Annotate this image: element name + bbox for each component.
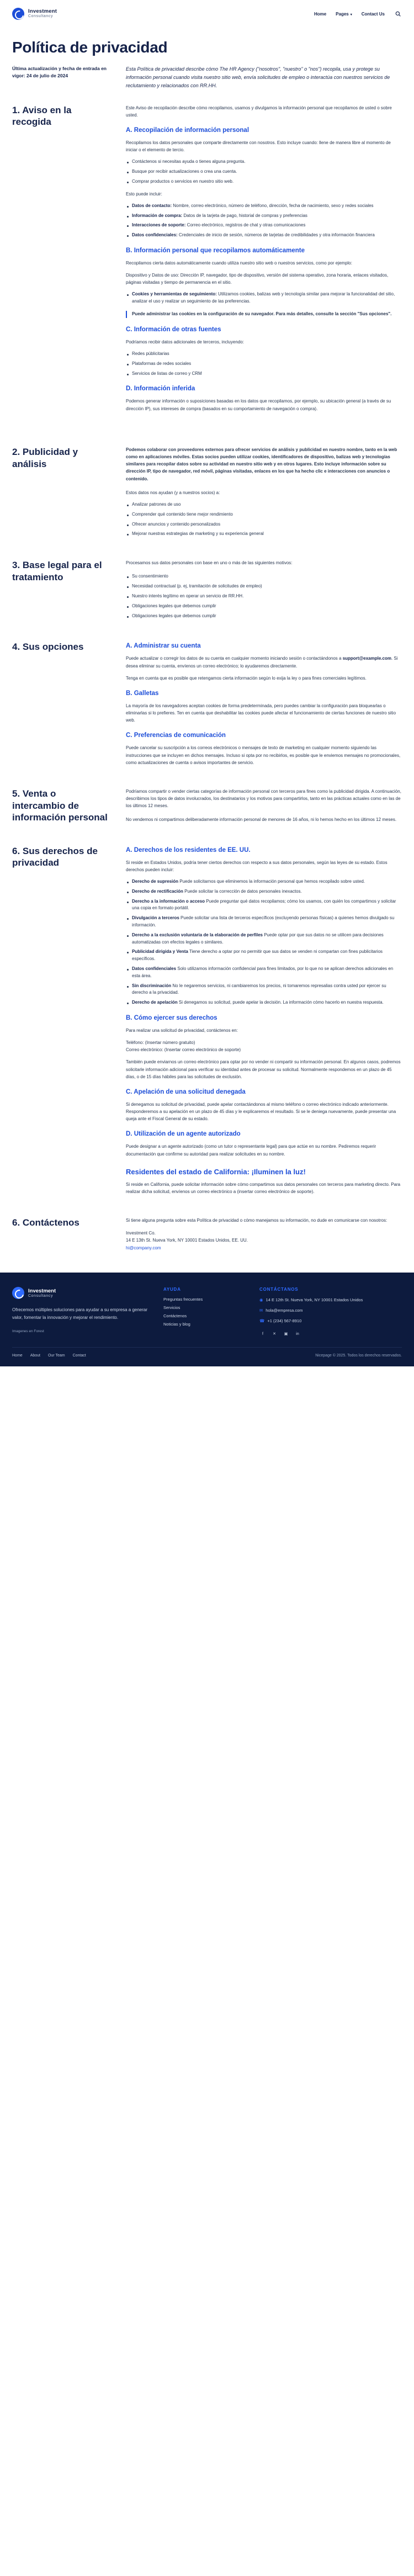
list-item: Necesidad contractual (p. ej, tramitación de solicitudes de empleo) bbox=[126, 583, 402, 590]
footer-contact-heading: CONTÁCTANOS bbox=[259, 1287, 299, 1292]
bullet-list bbox=[126, 203, 402, 239]
section-lead: Podríamos compartir o vender ciertas categorías de información personal con terceros para fines como la publicidad dirigida. A continuación, describimos los tipos de datos involucrados, los destinatarios y los motivos para compartirlos, tanto en las prácticas actuales como en las de los últimos 12 meses. bbox=[126, 788, 401, 809]
main-nav bbox=[314, 10, 402, 18]
subsection-heading: C. Preferencias de comunicación bbox=[126, 732, 226, 739]
footer-badge: Imagenes en Forest bbox=[12, 1329, 44, 1333]
paragraph: Para realizar una solicitud de privacidad, contáctenos en: bbox=[126, 1027, 238, 1033]
section-heading: 5. Venta o intercambio de información personal bbox=[12, 788, 108, 823]
california-heading: Residentes del estado de California: ¡Iluminen la luz! bbox=[126, 1167, 306, 1176]
paragraph: Si denegamos su solicitud de privacidad, puede apelar contactándonos al mismo teléfono o correo electrónico indicado anteriormente. Responderemos a su apelación en un plazo de 45 días y le explicaremos el resultado. Si se le deniega nuevamente, puede presentar una queja ante el Fiscal General de su estado. bbox=[126, 1101, 396, 1122]
contact-address-line: Investment Co. bbox=[126, 1230, 156, 1236]
bullet-list bbox=[126, 351, 402, 377]
section-heading: 1. Aviso en la recogida bbox=[12, 104, 72, 128]
section-body bbox=[126, 641, 402, 771]
subsection-heading: A. Recopilación de información personal bbox=[126, 126, 250, 134]
footer-help-links bbox=[163, 1297, 246, 1327]
instagram-icon[interactable]: ▣ bbox=[284, 1332, 288, 1337]
section-lead: Podemos colaborar con proveedores externos para ofrecer servicios de análisis y publicidad en nuestro nombre, tanto en la web como en aplicaciones móviles. Estas socios pueden utilizar cookies, identificadores de dispositivo, balizas web y tecnologías similares para recopilar datos sobre su actividad en nuestro sitio web y en otros lugares. Esto incluye información sobre su dirección IP, tipo de navegador, red móvil, páginas visitadas, enlaces en los que ha hecho clic e interacciones con anuncios o contenido. bbox=[126, 447, 397, 481]
list-item: Derecho de supresión Puede solicitarnos que eliminemos la información personal que hemos recopilado sobre usted. bbox=[126, 878, 402, 886]
footer-help-column bbox=[163, 1287, 246, 1337]
paragraph: Recopilamos cierta datos automáticamente cuando utiliza nuestro sitio web o nuestros servicios, como por ejemplo: bbox=[126, 260, 352, 266]
section-body bbox=[126, 845, 402, 1201]
list-item: Datos confidenciales Solo utilizamos información confidencial para fines limitados, por lo que no se aplican derechos adicionales en esta área. bbox=[126, 966, 402, 980]
footer-contact-text: hola@empresa.com bbox=[266, 1307, 303, 1313]
footer-nav-link[interactable]: Contact bbox=[72, 1354, 86, 1358]
paragraph: También puede enviarnos un correo electrónico para optar por no vender ni compartir su información personal. En algunos casos, podremos solicitarle información adicional para verificar su identidad antes de procesar su solicitud. Normalmente respondemos en un plazo de 45 días, o de 15 días hábiles para las solicitudes de exclusión. bbox=[126, 1059, 401, 1079]
section-body bbox=[126, 446, 402, 543]
paragraph: Recopilamos los datos personales que comparte directamente con nosotros. Esto incluye cuando: llene de manera libre al momento de iniciar o el elemento de tercio. bbox=[126, 140, 391, 153]
section-heading: 4. Sus opciones bbox=[12, 642, 84, 653]
subsection-heading: A. Administrar su cuenta bbox=[126, 643, 201, 650]
paragraph: Esto puede incluir: bbox=[126, 191, 162, 197]
subsection-heading: A. Derechos de los residentes de EE. UU. bbox=[126, 846, 251, 854]
list-item: Ofrecer anuncios y contenido personalizados bbox=[126, 521, 402, 528]
footer-copyright: Nicepage © 2025. Todos los derechos reservados. bbox=[315, 1354, 402, 1358]
policy-section bbox=[0, 446, 414, 559]
section-heading: 3. Base legal para el tratamiento bbox=[12, 560, 102, 582]
list-item: Derecho a la información o acceso Puede preguntar qué datos recopilamos; cómo los usamos, con quién los compartimos y solicitar una copia en formato portátil. bbox=[126, 898, 402, 913]
paragraph: Teléfono: (Insertar número gratuito) Correo electrónico: (Insertar correo electrónico de soporte) bbox=[126, 1040, 241, 1053]
policy-section bbox=[0, 559, 414, 641]
list-item: Datos confidenciales: Credenciales de inicio de sesión, números de tarjetas de credibilidades y otra información financiera bbox=[126, 232, 402, 239]
subsection-heading: C. Apelación de una solicitud denegada bbox=[126, 1088, 246, 1095]
list-item: Redes públicitarias bbox=[126, 351, 402, 358]
footer-brand-name: Investment bbox=[28, 1287, 56, 1294]
policy-section bbox=[0, 641, 414, 788]
paragraph: Dispositivo y Datos de uso: Dirección IP, navegador, tipo de dispositivo, versión del sistema operativo, zona horaria, enlaces visitados, páginas visitadas y tiempo de permanencia en el sitio. bbox=[126, 273, 389, 285]
bullet-list bbox=[126, 501, 402, 538]
nav-item-pages[interactable]: Pages ▾ bbox=[336, 12, 352, 17]
bullet-list bbox=[126, 573, 402, 619]
paragraph: Puede designar a un agente autorizado (como un tutor o representante legal) para que actúe en su nombre. Pediremos requerir documentación que confirme su autoridad para realizar solicitudes en su nombre. bbox=[126, 1144, 376, 1157]
logo-icon bbox=[12, 8, 24, 20]
footer-nav-link[interactable]: Home bbox=[12, 1354, 23, 1358]
paragraph: La mayoría de los navegadores aceptan cookies de forma predeterminada, pero puedes cambiar la configuración para bloquearlas o eliminarlas si lo prefieres. Ten en cuenta que deshabilitar las cookies puede afectar el funcionamiento de ciertas funciones de nuestro sitio web. bbox=[126, 703, 396, 723]
subsection-heading: B. Cómo ejercer sus derechos bbox=[126, 1014, 217, 1021]
paragraph: Si tiene alguna pregunta sobre esta Política de privacidad o cómo manejamos su información, no dude en comunicarse con nosotros: bbox=[126, 1218, 388, 1223]
policy-section bbox=[0, 788, 414, 845]
policy-section bbox=[0, 1217, 414, 1268]
bullet-list bbox=[126, 878, 402, 1006]
list-item: Información de compra: Datos de la tarjeta de pago, historial de compras y preferencias bbox=[126, 213, 402, 220]
twitter-icon[interactable]: ✕ bbox=[273, 1332, 276, 1337]
list-item: Sin discriminación No le negaremos servicios, ni cambiaremos los precios, ni tomaremos represalias contra usted por ejercer su derecho a la privacidad. bbox=[126, 983, 402, 997]
paragraph: No vendemos ni compartimos deliberadamente información personal de menores de 16 años, ni lo hemos hecho en los últimos 12 meses. bbox=[126, 817, 397, 823]
list-item: Publicidad dirigida y Venta Tiene derecho a optar por no permitir que sus datos se venden ni compartan con fines publicitarios específicos. bbox=[126, 948, 402, 963]
section-heading: 6. Sus derechos de privacidad bbox=[12, 845, 98, 868]
list-item: Obligaciones legales que debemos cumplir bbox=[126, 603, 402, 610]
list-item: Derecho de rectificación Puede solicitar la corrección de datos personales inexactos. bbox=[126, 888, 402, 895]
brand-logo[interactable] bbox=[12, 8, 57, 20]
section-body bbox=[126, 104, 402, 430]
paragraph: Podríamos recibir datos adicionales de terceros, incluyendo: bbox=[126, 339, 244, 344]
facebook-icon[interactable]: f bbox=[262, 1332, 263, 1336]
list-item: Divulgación a terceros Puede solicitar una lista de terceros específicos (excluyendo personas físicas) a quienes hemos divulgado su información. bbox=[126, 915, 402, 929]
footer-link[interactable]: Preguntas frecuentes bbox=[163, 1297, 203, 1302]
brand-subtitle: Consultancy bbox=[28, 14, 54, 19]
list-item: Nuestro interés legítimo en operar un servicio de RR.HH. bbox=[126, 593, 402, 600]
list-item: Busque por recibir actualizaciones o crea una cuenta. bbox=[126, 168, 402, 176]
list-item: Interacciones de soporte: Correo electrónico, registros de chat y otras comunicaciones bbox=[126, 222, 402, 229]
footer-bottom bbox=[12, 1347, 402, 1358]
footer-link[interactable]: Servicios bbox=[163, 1305, 181, 1311]
location-icon: ◉ bbox=[259, 1297, 263, 1303]
section-heading: 2. Publicidad y análisis bbox=[12, 446, 78, 469]
footer-bottom-links bbox=[12, 1354, 86, 1358]
phone-icon: ☎ bbox=[259, 1318, 265, 1323]
footer-nav-link[interactable]: About bbox=[30, 1354, 40, 1358]
section-lead: Procesamos sus datos personales con base en uno o más de las siguientes motivos: bbox=[126, 560, 293, 566]
subsection-heading: D. Información inferida bbox=[126, 385, 195, 393]
footer-link[interactable]: Contáctenos bbox=[163, 1313, 187, 1319]
footer-contact-text: +1 (234) 567-8910 bbox=[267, 1318, 302, 1323]
footer-brand-column bbox=[12, 1287, 150, 1337]
section-body bbox=[126, 1217, 402, 1252]
section-lead: Este Aviso de recopilación describe cómo recopilamos, usamos y divulgamos la información personal que recopilamos de usted o sobre usted. bbox=[126, 105, 392, 118]
contact-details bbox=[126, 1229, 402, 1252]
mail-icon: ✉ bbox=[259, 1307, 263, 1313]
intro-section bbox=[0, 62, 414, 104]
footer-link[interactable]: Noticias y blog bbox=[163, 1322, 190, 1327]
policy-sections bbox=[0, 104, 414, 1269]
list-item: Servicios de listas de correo y CRM bbox=[126, 370, 402, 378]
list-item: Cookies y herramientas de seguimiento: Utilizamos cookies, balizas web y tecnología similar para mejorar la funcionalidad del sitio, analizar el uso y realizar un seguimiento de las preferencias. bbox=[126, 291, 402, 305]
nav-item-home[interactable]: Home bbox=[314, 11, 327, 17]
search-icon[interactable] bbox=[394, 10, 402, 18]
list-item: Datos de contacto: Nombre, correo electrónico, número de teléfono, dirección, fecha de nacimiento, sexo y redes sociales bbox=[126, 203, 402, 210]
paragraph: Tenga en cuenta que es posible que retengamos cierta información según lo exija la ley o para fines comerciales legítimos. bbox=[126, 675, 367, 681]
site-footer bbox=[0, 1273, 414, 1366]
paragraph: Si reside en Estados Unidos, podría tener ciertos derechos con respecto a sus datos personales, según las leyes de su estado. Estos derechos pueden incluir: bbox=[126, 860, 388, 872]
list-item: Analizar patrones de uso bbox=[126, 501, 402, 508]
page-title: Política de privacidad bbox=[12, 39, 168, 56]
footer-contact-text: 14 E 12th St. Nueva York, NY 10001 Estados Unidos bbox=[266, 1297, 363, 1303]
list-item: Derecho de apelación Si denegamos su solicitud, puede apelar la decisión. La información cómo hacerlo en nuestra respuesta. bbox=[126, 999, 402, 1006]
paragraph: Puede cancelar su suscripción a los correos electrónicos o mensajes de texto de marketing en cualquier momento siguiendo las instrucciones que se incluyen en dichos mensajes. Incluso si opta por no recibirlos, es posible que le enviemos mensajes no promocionales, como actualizaciones de cuenta o avisos importantes de servicio. bbox=[126, 745, 401, 765]
section-heading: 6. Contáctenos bbox=[12, 1217, 79, 1228]
list-item: Mejorar nuestras estrategias de marketing y su experiencia general bbox=[126, 531, 402, 538]
list-item: Plataformas de redes sociales bbox=[126, 361, 402, 368]
footer-tagline: Ofrecemos múltiples soluciones para ayudar a su empresa a generar valor, fomentar la innovación y mejorar el rendimiento. bbox=[12, 1307, 148, 1320]
linkedin-icon[interactable]: in bbox=[296, 1332, 299, 1336]
intro-paragraph: Esta Política de privacidad describe cómo The HR Agency ("nosotros", "nuestro" o "nos") recopila, usa y protege su información personal cuando visita nuestro sitio web, envía solicitudes de empleo o interactúa con nuestros servicios de reclutamiento y relacionados con RR.HH. bbox=[126, 66, 390, 88]
policy-section bbox=[0, 104, 414, 446]
subsection-heading: C. Información de otras fuentes bbox=[126, 326, 221, 333]
logo-icon bbox=[12, 1287, 24, 1299]
paragraph: Estos datos nos ayudan (y a nuestros socios) a: bbox=[126, 490, 220, 495]
contact-email[interactable]: hi@company.com bbox=[126, 1245, 161, 1250]
footer-contact-line[interactable] bbox=[259, 1297, 402, 1303]
paragraph bbox=[126, 417, 402, 425]
brand-name: Investment bbox=[28, 8, 57, 15]
footer-contact-column bbox=[259, 1287, 402, 1337]
paragraph: Si reside en California, puede solicitar información sobre cómo compartimos sus datos personales con terceros para marketing directo. Para realizar dicha solicitud, envíenos un correo electrónico a (insertar correo electrónico de soporte). bbox=[126, 1182, 401, 1195]
subsection-heading: B. Información personal que recopilamos automáticamente bbox=[126, 247, 305, 254]
subsection-heading: D. Utilización de un agente autorizado bbox=[126, 1131, 241, 1138]
callout-note: Puede administrar las cookies en la configuración de su navegador. Para más detalles, consulte la sección "Sus opciones". bbox=[126, 311, 402, 318]
footer-brand-subtitle: Consultancy bbox=[28, 1294, 54, 1298]
policy-section bbox=[0, 845, 414, 1217]
last-updated-label: Última actualización y fecha de entrada en vigor: 24 de julio de 2024 bbox=[12, 66, 107, 78]
subsection-heading: B. Galletas bbox=[126, 690, 159, 697]
list-item: Derecho a la exclusión voluntaria de la elaboración de perfiles Puede optar por que sus datos no se utilicen para decisiones automatizadas con efectos legales o similares. bbox=[126, 932, 402, 946]
footer-logo[interactable] bbox=[12, 1287, 150, 1299]
section-body bbox=[126, 788, 402, 829]
list-item: Contáctenos si necesitas ayuda o tienes alguna pregunta. bbox=[126, 158, 402, 166]
footer-contact-line[interactable] bbox=[259, 1307, 402, 1314]
nav-item-contact-us[interactable]: Contact Us bbox=[361, 11, 385, 17]
footer-help-heading: AYUDA bbox=[163, 1287, 181, 1292]
list-item: Comprender qué contenido tiene mejor rendimiento bbox=[126, 511, 402, 518]
footer-contact-line[interactable] bbox=[259, 1318, 402, 1324]
list-item: Obligaciones legales que debemos cumplir bbox=[126, 613, 402, 620]
list-item: Comprar productos o servicios en nuestro sitio web. bbox=[126, 178, 402, 185]
bullet-list bbox=[126, 291, 402, 305]
paragraph: Puede actualizar o corregir los datos de su cuenta en cualquier momento iniciando sesión o contactándonos a support@example.com. Si desea eliminar su cuenta, envíenos un correo electrónico; lo ayudaremos directamente. bbox=[126, 656, 398, 669]
paragraph: Podemos generar información o suposiciones basadas en los datos que recopilamos, por ejemplo, su ubicación general (a través de su dirección IP), sus intereses de compra (basados en su comportamiento de navegación o compra). bbox=[126, 399, 391, 411]
contact-address-line: 14 E 13th St. Nueva York, NY 10001 Estados Unidos, EE. UU. bbox=[126, 1238, 248, 1243]
list-item: Su consentimiento bbox=[126, 573, 402, 580]
footer-nav-link[interactable]: Our Team bbox=[47, 1354, 65, 1358]
section-body bbox=[126, 559, 402, 624]
bullet-list bbox=[126, 158, 402, 185]
social-links bbox=[259, 1331, 402, 1337]
site-header bbox=[0, 0, 414, 26]
